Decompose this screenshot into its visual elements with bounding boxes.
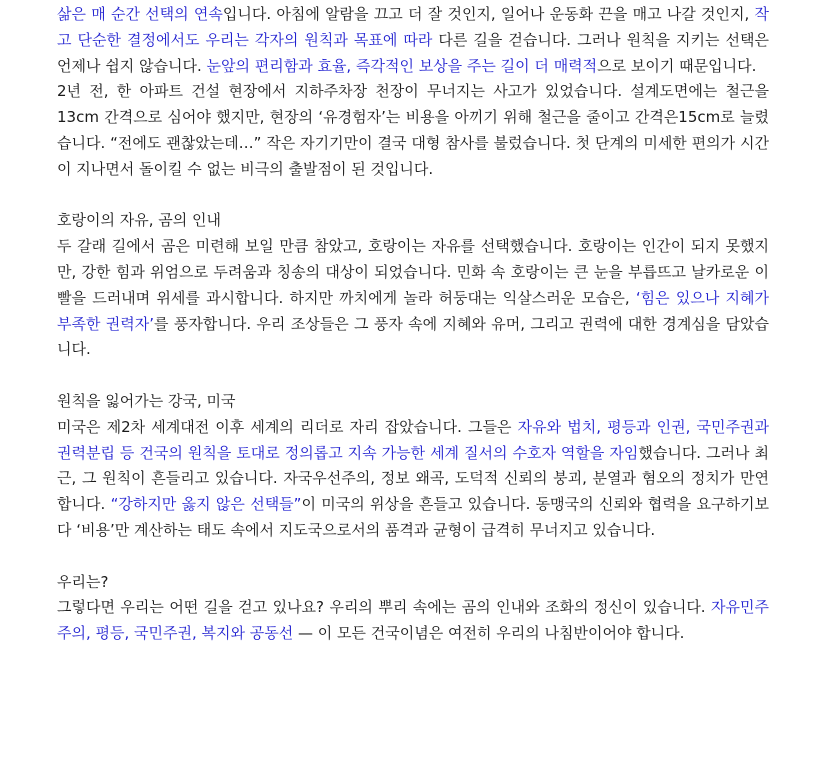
highlight-text: 삶은 매 순간 선택의 연속	[57, 5, 223, 23]
body-text: 그렇다면 우리는 어떤 길을 걷고 있나요? 우리의 뿌리 속에는 곰의 인내와 조화의 정신이 있습니다.	[57, 598, 712, 617]
body-text: 다른 길을 걷습니다. 그러나 원칙을 지키는 선택은 언제나 쉽지 않습니다.	[57, 30, 770, 75]
body-text: 미국은 제2차 세계대전 이후 세계의 리더로 자리 잡았습니다. 그들은	[57, 417, 518, 436]
highlight-text: 자유민주주의, 평등, 국민주권, 복지와 공동선	[57, 598, 769, 643]
body-text: 두 갈래 길에서 곰은 미련해 보일 만큼 참았고, 호랑이는 자유를 선택했습니다. 호랑이는 인간이 되지 못했지만, 강한 힘과 위엄으로 두려움과 칭송의 대상이 되었습니다. 민화 속 호랑이는 큰 눈을 부릅뜨고 날카로운 이빨을 드러내며 위세를 과시합니다. 하지만 까치에게 놀라 허둥대는 익살스러운 모습은,	[57, 237, 769, 307]
highlight-text: “강하지만 옳지 않은 선택들”	[110, 495, 302, 514]
accident-paragraph: 2년 전, 한 아파트 건설 현장에서 지하주차장 천장이 무너지는 사고가 있었습니다. 설계도면에는 철근을 13cm 간격으로 심어야 했지만, 현장의 ‘유경험자’는 비용을 아끼기 위해 철근을 줄이고 간격은15cm로 늘렸습니다. “전에도 괜찮았는데…” 작은 자기기만이 결국 대형 참사를 불렀습니다. 첫 단계의 미세한 편의가 시간이 지나면서 돌이킬 수 없는 비극의 출발점이 된 것입니다.	[57, 82, 769, 178]
intro-paragraph	[57, 2, 769, 79]
section-heading-tiger-bear: 호랑이의 자유, 곰의 인내	[57, 211, 221, 230]
paragraph-gap	[57, 363, 769, 389]
highlight-text: 작고 단순한 결정에서도 우리는 각자의 원칙과 목표에 따라	[57, 5, 769, 49]
us-paragraph	[57, 595, 769, 647]
paragraph-gap	[57, 544, 769, 570]
paragraph-gap	[57, 183, 769, 209]
highlight-text: 눈앞의 편리함과 효율, 즉각적인 보상을 주는 길이 더 매력적	[206, 56, 598, 75]
section-heading-usa: 원칙을 잃어가는 강국, 미국	[57, 391, 236, 410]
body-text: 으로 보이기 때문입니다.	[597, 56, 757, 75]
document-body	[57, 2, 769, 647]
usa-paragraph	[57, 415, 769, 544]
body-text: 이 미국의 위상을 흔들고 있습니다. 동맹국의 신뢰와 협력을 요구하기보다 ‘비용’만 계산하는 태도 속에서 지도국으로서의 품격과 균형이 급격히 무너지고 있습니다.	[57, 495, 769, 539]
body-text: — 이 모든 건국이념은 여전히 우리의 나침반이어야 합니다.	[293, 624, 685, 643]
body-text: 했습니다. 그러나 최근, 그 원칙이 흔들리고 있습니다. 자국우선주의, 정보 왜곡, 도덕적 신뢰의 붕괴, 분열과 혐오의 정치가 만연합니다.	[57, 443, 769, 514]
tiger-paragraph	[57, 234, 769, 363]
body-text: 를 풍자합니다. 우리 조상들은 그 풍자 속에 지혜와 유머, 그리고 권력에 대한 경계심을 담았습니다.	[57, 314, 769, 359]
highlight-text: ‘힘은 있으나 지혜가 부족한 권력자’	[57, 288, 769, 333]
highlight-text: 자유와 법치, 평등과 인권, 국민주권과 권력분립 등 건국의 원칙을 토대로 정의롭고 지속 가능한 세계 질서의 수호자 역할을 자임	[57, 417, 769, 462]
body-text: 입니다. 아침에 알람을 끄고 더 잘 것인지, 일어나 운동화 끈을 매고 나갈 것인지,	[222, 5, 755, 23]
section-heading-us: 우리는?	[57, 572, 109, 591]
